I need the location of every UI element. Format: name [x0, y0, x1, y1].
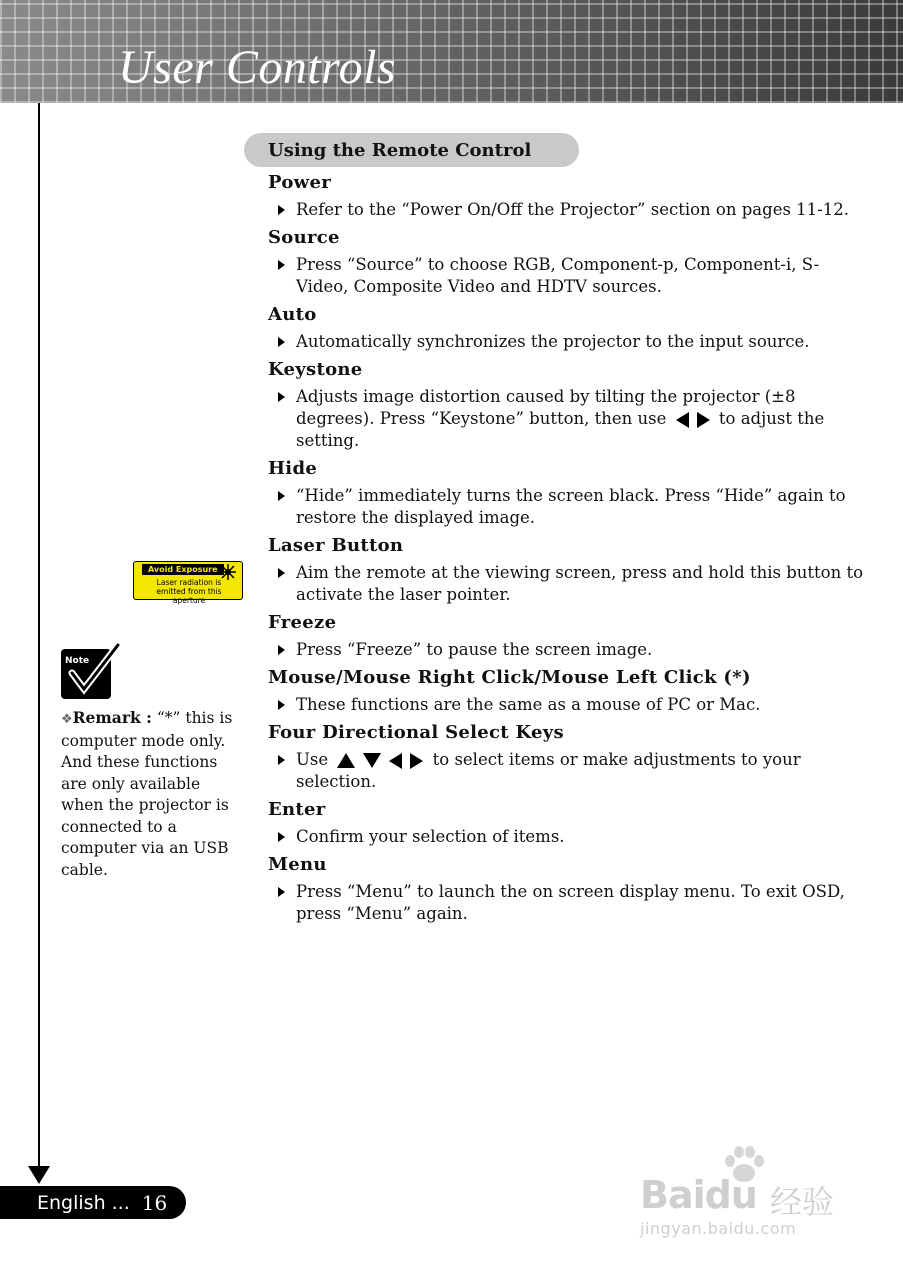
bullet-text: “Hide” immediately turns the screen black. Press “Hide” again to restore the displayed image.: [296, 486, 846, 527]
bullet-arrow-icon: [278, 491, 285, 501]
bullet-text: Aim the remote at the viewing screen, press and hold this button to activate the laser pointer.: [296, 563, 864, 604]
item-power: [268, 172, 868, 221]
bullet-arrow-icon: [278, 260, 285, 270]
bullet-text: Adjusts image distortion caused by tilting the projector (±8 degrees). Press “Keystone” button, then use: [296, 387, 796, 428]
bullet-arrow-icon: [278, 337, 285, 347]
section-heading: [244, 133, 579, 167]
laser-warning-label: [133, 561, 243, 605]
item-source: [268, 227, 868, 298]
page-number: 16: [141, 1190, 168, 1215]
bullet: [268, 386, 868, 452]
watermark: [640, 1145, 860, 1245]
bullet-text: Use: [296, 750, 329, 769]
up-arrow-icon: [337, 753, 355, 768]
item-title: Mouse/Mouse Right Click/Mouse Left Click (*): [268, 667, 751, 688]
bullet-text: Automatically synchronizes the projector to the input source.: [296, 332, 810, 351]
item-menu: [268, 854, 868, 925]
watermark-cn: 经验: [770, 1183, 835, 1221]
bullet-arrow-icon: [278, 700, 285, 710]
remark-text: “*” this is computer mode only. And these functions are only available when the projector is connected to a computer via an USB cable.: [61, 709, 233, 879]
header-banner: [0, 0, 903, 103]
bullet-arrow-icon: [278, 205, 285, 215]
bullet-text: These functions are the same as a mouse of PC or Mac.: [296, 695, 761, 714]
footer-page-tab: [0, 1186, 186, 1219]
watermark-url: jingyan.baidu.com: [640, 1219, 797, 1238]
bullet-text: Confirm your selection of items.: [296, 827, 565, 846]
right-arrow-icon: [410, 753, 423, 769]
bullet: [268, 331, 868, 353]
bullet: [268, 485, 868, 529]
remark-label: Remark :: [72, 708, 152, 727]
item-four-directional-keys: [268, 722, 868, 793]
content-column: [268, 172, 868, 931]
item-title: Enter: [268, 799, 326, 820]
bullet-text: Press “Source” to choose RGB, Component-p, Component-i, S-Video, Composite Video and HDTV sources.: [296, 255, 820, 296]
bullet-arrow-icon: [278, 645, 285, 655]
footer-language: English ...: [37, 1191, 130, 1214]
bullet-arrow-icon: [278, 887, 285, 897]
diamond-bullet-icon: ❖: [61, 712, 73, 727]
bullet-text: to adjust the setting.: [296, 409, 825, 450]
bullet-arrow-icon: [278, 832, 285, 842]
bullet: [268, 562, 868, 606]
item-title: Hide: [268, 458, 318, 479]
bullet-arrow-icon: [278, 392, 285, 402]
item-title: Keystone: [268, 359, 363, 380]
remark-note: [61, 707, 246, 881]
right-arrow-icon: [697, 412, 710, 428]
laser-label-line1: Laser radiation is: [156, 578, 222, 587]
item-laser-button: [268, 535, 868, 606]
item-mouse: [268, 667, 868, 716]
item-hide: [268, 458, 868, 529]
item-title: Four Directional Select Keys: [268, 722, 564, 743]
bullet: [268, 254, 868, 298]
item-auto: [268, 304, 868, 353]
bullet: [268, 694, 868, 716]
arrow-down-icon: [28, 1166, 50, 1184]
laser-label-heading: Avoid Exposure: [142, 564, 224, 575]
section-title: Using the Remote Control: [268, 139, 532, 161]
bullet-text: to select items or make adjustments to your selection.: [296, 750, 801, 791]
item-freeze: [268, 612, 868, 661]
bullet: [268, 826, 868, 848]
note-checkmark-icon: [60, 643, 120, 701]
item-title: Auto: [268, 304, 317, 325]
item-enter: [268, 799, 868, 848]
item-title: Laser Button: [268, 535, 404, 556]
bullet-arrow-icon: [278, 755, 285, 765]
bullet-text: Refer to the “Power On/Off the Projector” section on pages 11-12.: [296, 200, 849, 219]
item-title: Power: [268, 172, 331, 193]
item-keystone: [268, 359, 868, 452]
item-title: Menu: [268, 854, 327, 875]
bullet: [268, 749, 868, 793]
bullet-text: Press “Menu” to launch the on screen display menu. To exit OSD, press “Menu” again.: [296, 882, 845, 923]
item-title: Freeze: [268, 612, 337, 633]
bullet-arrow-icon: [278, 568, 285, 578]
margin-rule: [38, 103, 40, 1169]
bullet: [268, 639, 868, 661]
watermark-logo: Baidu: [640, 1173, 757, 1217]
item-title: Source: [268, 227, 340, 248]
bullet: [268, 199, 868, 221]
note-icon-label: Note: [65, 656, 90, 666]
left-arrow-icon: [676, 412, 689, 428]
laser-label-line2: emitted from this aperture: [156, 587, 222, 605]
bullet: [268, 881, 868, 925]
page-title: User Controls: [118, 41, 397, 94]
left-arrow-icon: [389, 753, 402, 769]
bullet-text: Press “Freeze” to pause the screen image.: [296, 640, 653, 659]
down-arrow-icon: [363, 753, 381, 768]
